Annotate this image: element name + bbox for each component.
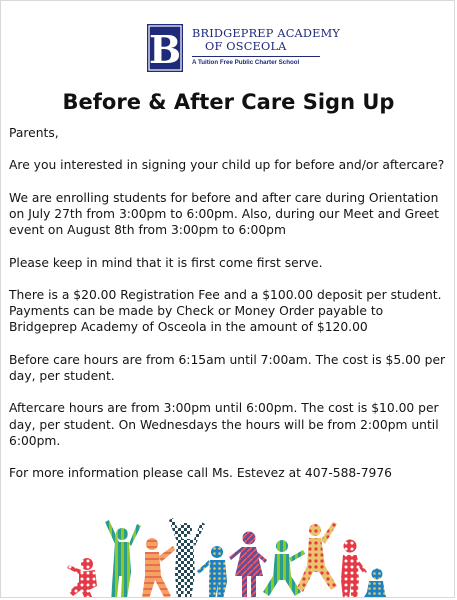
fees-paragraph: There is a $20.00 Registration Fee and a $100.00 deposit per student. Payments can be made by Check or Money Order payable to Bridgeprep Academy of Osceola in the amount of $120.00 (9, 287, 442, 335)
children-silhouettes-icon (67, 516, 387, 598)
before-care-paragraph: Before care hours are from 6:15am until 7:00am. The cost is $5.00 per day, per student. (9, 352, 446, 383)
question-paragraph: Are you interested in signing your child up for before and/or aftercare? (9, 158, 445, 173)
school-logo (146, 23, 341, 75)
logo-divider (192, 56, 320, 57)
page-title: Before & After Care Sign Up (62, 90, 395, 114)
greeting: Parents, (9, 126, 59, 140)
flyer-body (9, 125, 454, 498)
contact-paragraph: For more information please call Ms. Estevez at 407-588-7976 (9, 466, 392, 481)
enrollment-paragraph: We are enrolling students for before and after care during Orientation on July 27th from 3:00pm to 6:00pm. Also, during our Meet and Greet event on August 8th from 3:00pm to 6:00pm (9, 190, 439, 238)
logo-name-line1: BRIDGEPREP ACADEMY (192, 27, 341, 40)
logo-name-line2: OF OSCEOLA (205, 40, 287, 53)
logo-tagline: A Tuition Free Public Charter School (192, 59, 300, 66)
logo-letter: B (148, 27, 182, 72)
first-come-paragraph: Please keep in mind that it is first come first serve. (9, 255, 323, 270)
aftercare-paragraph: Aftercare hours are from 3:00pm until 6:00pm. The cost is $10.00 per day, per student. On Wednesdays the hours will be from 2:00pm until 6:00pm. (9, 401, 439, 448)
school-crest-icon (146, 23, 184, 73)
